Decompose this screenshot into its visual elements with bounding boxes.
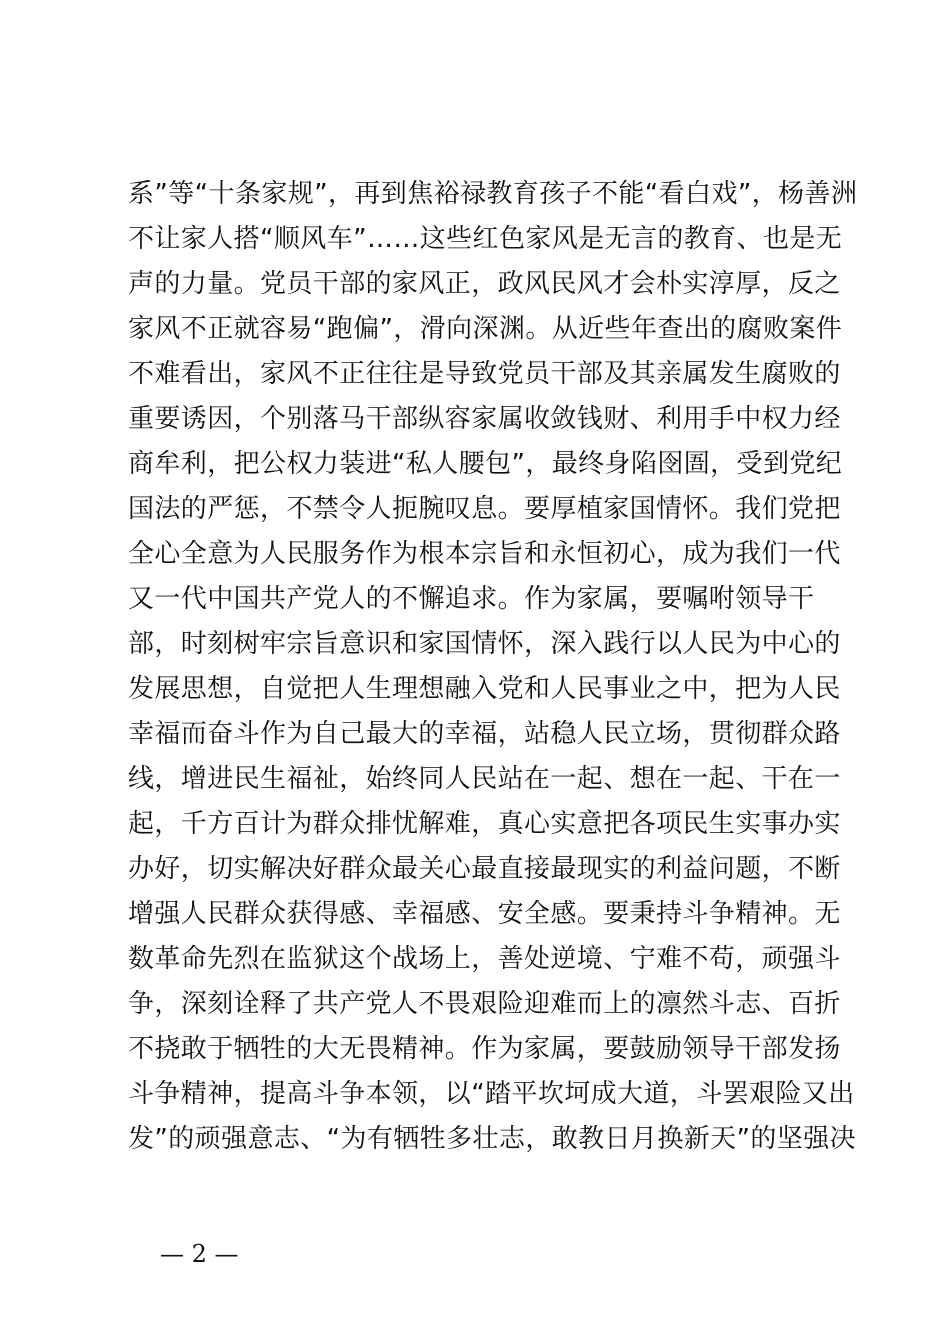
text-line: 数革命先烈在监狱这个战场上，善处逆境、宁难不苟，顽强斗 [128, 944, 841, 974]
text-line: 办好，切实解决好群众最关心最直接最现实的利益问题，不断 [128, 854, 841, 884]
text-line: 重要诱因，个别落马干部纵容家属收敛钱财、利用手中权力经 [128, 404, 841, 434]
text-line: 不挠敢于牺牲的大无畏精神。作为家属，要鼓励领导干部发扬 [128, 1034, 841, 1064]
text-line: 商牟利，把公权力装进“私人腰包”，最终身陷囹圄，受到党纪 [128, 449, 843, 479]
text-line: 系”等“十条家规”，再到焦裕禄教育孩子不能“看白戏”，杨善洲 [128, 179, 858, 209]
text-line: 部，时刻树牢宗旨意识和家国情怀，深入践行以人民为中心的 [128, 629, 841, 659]
text-line: 发展思想，自觉把人生理想融入党和人民事业之中，把为人民 [128, 674, 841, 704]
text-line: 增强人民群众获得感、幸福感、安全感。要秉持斗争精神。无 [128, 899, 841, 929]
text-line: 不让家人搭“顺风车”……这些红色家风是无言的教育、也是无 [128, 224, 843, 254]
text-line: 家风不正就容易“跑偏”，滑向深渊。从近些年查出的腐败案件 [128, 314, 843, 344]
text-line: 争，深刻诠释了共产党人不畏艰险迎难而上的凛然斗志、百折 [128, 989, 841, 1019]
text-line: 声的力量。党员干部的家风正，政风民风才会朴实淳厚，反之 [128, 269, 841, 299]
text-line: 国法的严惩，不禁令人扼腕叹息。要厚植家国情怀。我们党把 [128, 494, 841, 524]
body-paragraph [128, 172, 858, 1162]
text-line: 起，千方百计为群众排忧解难，真心实意把各项民生实事办实 [128, 809, 841, 839]
text-line: 又一代中国共产党人的不懈追求。作为家属，要嘱咐领导干 [128, 584, 815, 614]
text-line: 幸福而奋斗作为自己最大的幸福，站稳人民立场，贯彻群众路 [128, 719, 841, 749]
text-line: 不难看出，家风不正往往是导致党员干部及其亲属发生腐败的 [128, 359, 841, 389]
text-line: 线，增进民生福祉，始终同人民站在一起、想在一起、干在一 [128, 764, 841, 794]
text-line: 全心全意为人民服务作为根本宗旨和永恒初心，成为我们一代 [128, 539, 841, 569]
page-number: — 2 — [160, 1240, 239, 1268]
text-line: 发”的顽强意志、“为有牺牲多壮志，敢教日月换新天”的坚强决 [128, 1124, 857, 1154]
text-line: 斗争精神，提高斗争本领，以“踏平坎坷成大道，斗罢艰险又出 [128, 1079, 855, 1109]
